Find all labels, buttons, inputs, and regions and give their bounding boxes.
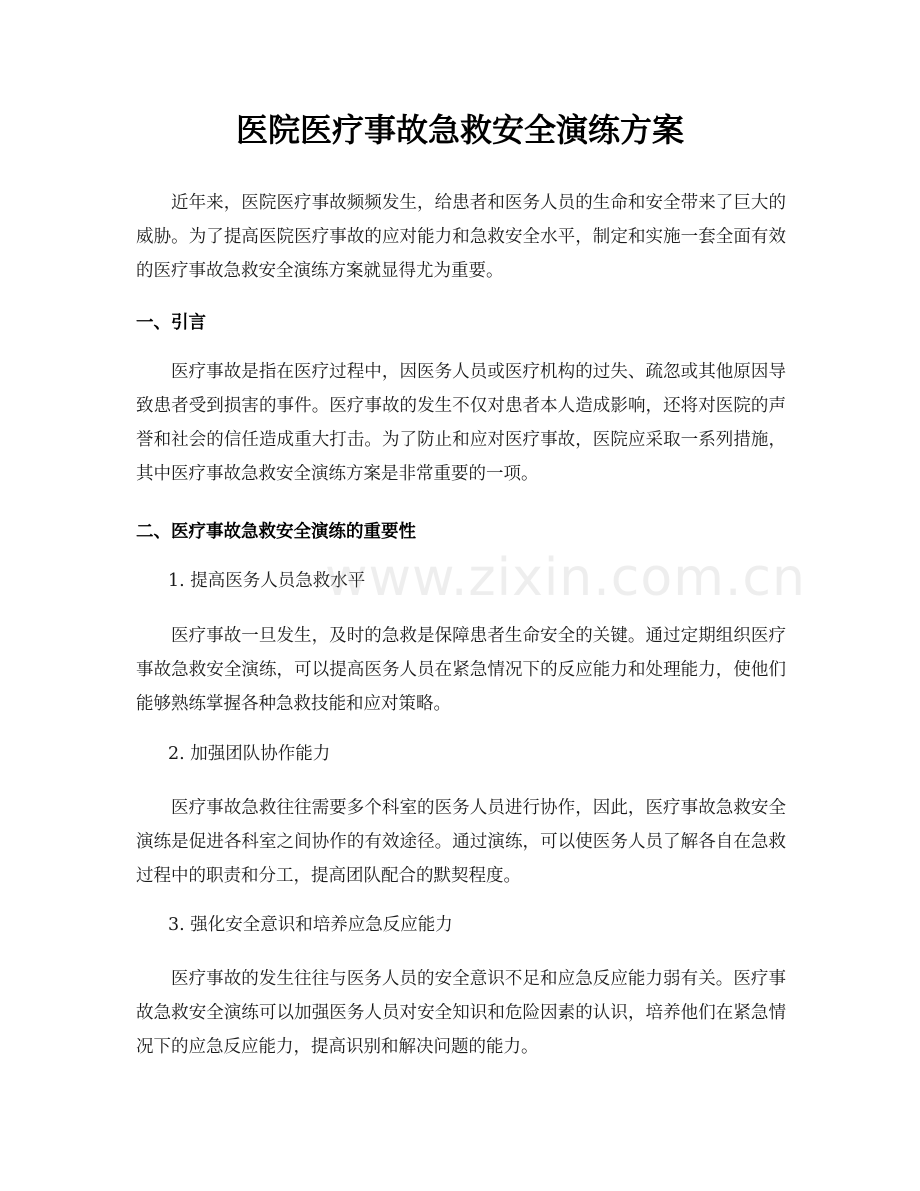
intro-paragraph: 近年来，医院医疗事故频频发生，给患者和医务人员的生命和安全带来了巨大的威胁。为了提高医院医疗事故的应对能力和急救安全水平，制定和实施一套全面有效的医疗事故急救安全演练方案就显得尤为重要。 — [136, 193, 786, 281]
section-heading-importance: 二、医疗事故急救安全演练的重要性 — [136, 522, 416, 542]
watermark-text: www.zixin.com.cn — [325, 548, 806, 608]
section-heading-introduction: 一、引言 — [136, 313, 206, 333]
subheading-item-3: 3. 强化安全意识和培养应急反应能力 — [168, 915, 453, 935]
item-1-paragraph: 医疗事故一旦发生，及时的急救是保障患者生命安全的关键。通过定期组织医疗事故急救安全演练，可以提高医务人员在紧急情况下的反应能力和处理能力，使他们能够熟练掌握各种急救技能和应对策略。 — [136, 626, 786, 714]
subheading-item-2: 2. 加强团队协作能力 — [168, 744, 331, 764]
item-2-paragraph: 医疗事故急救往往需要多个科室的医务人员进行协作，因此，医疗事故急救安全演练是促进各科室之间协作的有效途径。通过演练，可以使医务人员了解各自在急救过程中的职责和分工，提高团队配合的默契程度。 — [136, 798, 786, 886]
section1-paragraph: 医疗事故是指在医疗过程中，因医务人员或医疗机构的过失、疏忽或其他原因导致患者受到损害的事件。医疗事故的发生不仅对患者本人造成影响，还将对医院的声誉和社会的信任造成重大打击。为了防止和应对医疗事故，医院应采取一系列措施，其中医疗事故急救安全演练方案是非常重要的一项。 — [136, 362, 786, 484]
subheading-item-1: 1. 提高医务人员急救水平 — [168, 571, 366, 591]
item-3-paragraph: 医疗事故的发生往往与医务人员的安全意识不足和应急反应能力弱有关。医疗事故急救安全演练可以加强医务人员对安全知识和危险因素的认识，培养他们在紧急情况下的应急反应能力，提高识别和解决问题的能力。 — [136, 969, 786, 1057]
document-title: 医院医疗事故急救安全演练方案 — [235, 111, 684, 149]
